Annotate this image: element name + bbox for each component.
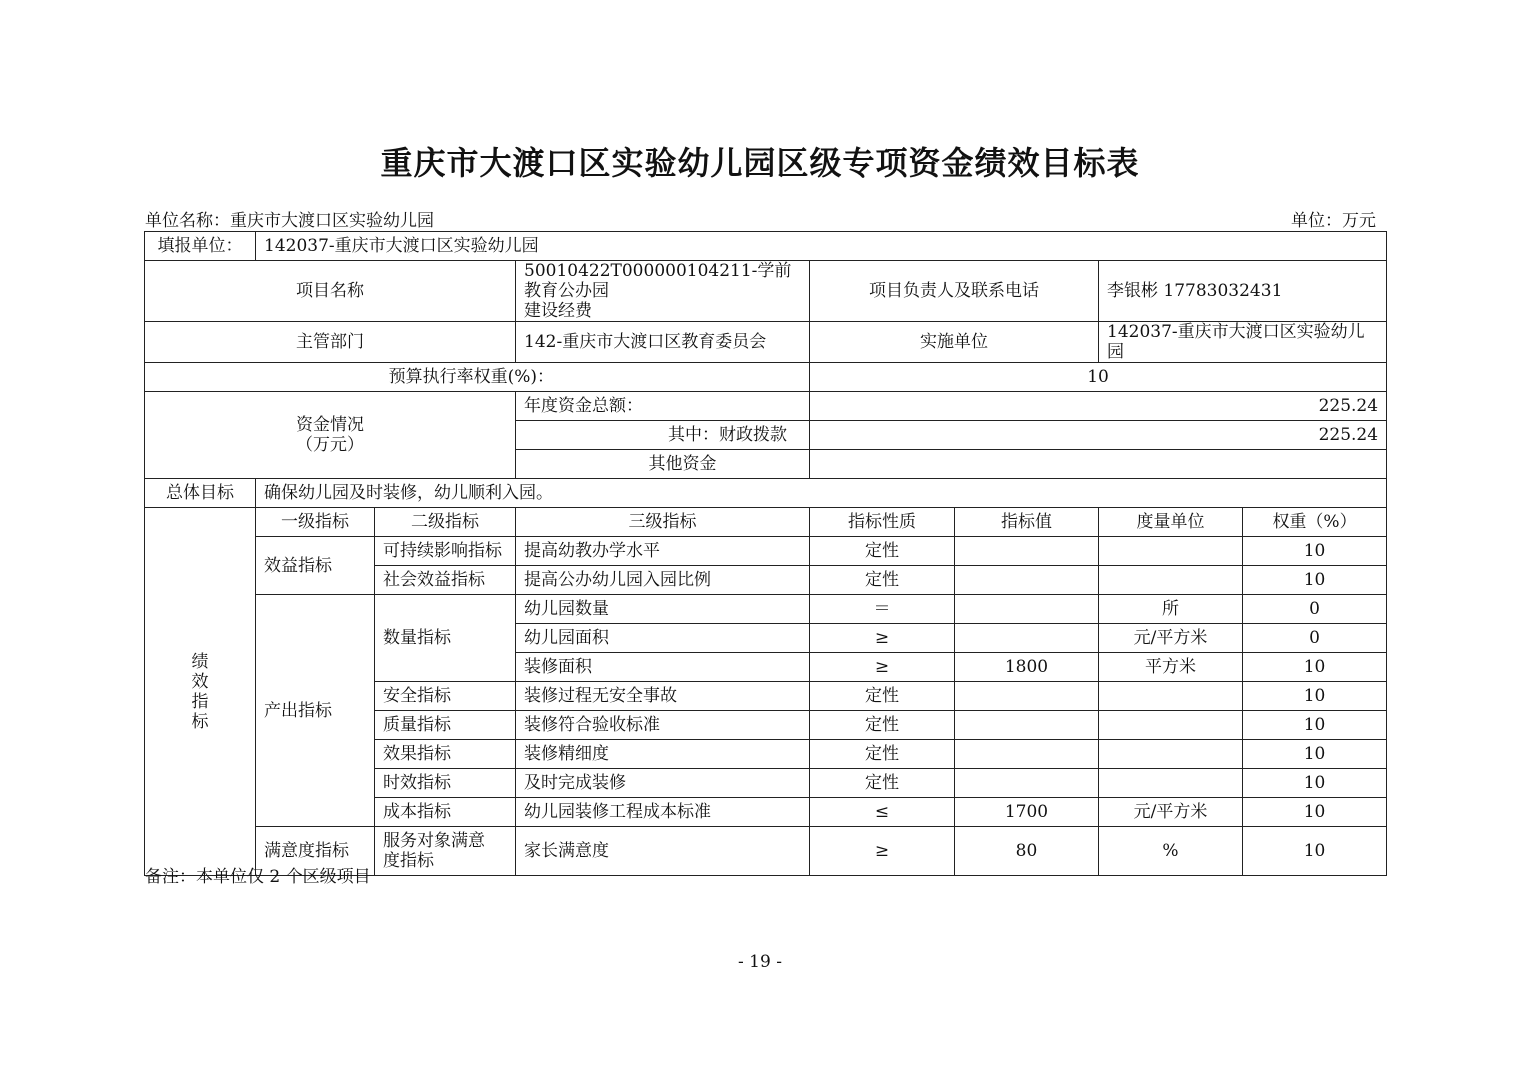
funds-label-line2: （万元） <box>296 435 364 455</box>
value-cell: 1700 <box>955 798 1099 827</box>
budget-weight-row <box>145 363 1387 392</box>
weight-cell: 10 <box>1243 827 1387 876</box>
group-output: 产出指标 <box>256 595 375 827</box>
unit-cell: 元/平方米 <box>1099 798 1243 827</box>
nature-cell: ≤ <box>810 798 955 827</box>
weight-cell: 0 <box>1243 595 1387 624</box>
nature-cell: 定性 <box>810 537 955 566</box>
value-cell <box>955 711 1099 740</box>
perf-label-char: 标 <box>191 711 209 732</box>
fill-unit-row <box>145 232 1387 261</box>
l3-cell: 装修过程无安全事故 <box>516 682 810 711</box>
nature-cell: ≥ <box>810 653 955 682</box>
group-benefit: 效益指标 <box>256 537 375 595</box>
unit-cell: % <box>1099 827 1243 876</box>
value-cell: 80 <box>955 827 1099 876</box>
l3-cell: 幼儿园装修工程成本标准 <box>516 798 810 827</box>
value-cell <box>955 566 1099 595</box>
weight-cell: 0 <box>1243 624 1387 653</box>
value-cell <box>955 682 1099 711</box>
project-name-line2: 建设经费 <box>524 301 592 321</box>
overall-goal-row <box>145 479 1387 508</box>
page-number: - 19 - <box>738 952 782 972</box>
overall-goal-label: 总体目标 <box>145 479 256 508</box>
unit-cell: 所 <box>1099 595 1243 624</box>
l2-cell: 时效指标 <box>375 769 516 798</box>
weight-cell: 10 <box>1243 798 1387 827</box>
unit-name: 单位名称：重庆市大渡口区实验幼儿园 <box>145 211 434 231</box>
value-cell <box>955 537 1099 566</box>
annual-total-label: 年度资金总额： <box>516 392 810 421</box>
l3-cell: 装修符合验收标准 <box>516 711 810 740</box>
weight-cell: 10 <box>1243 682 1387 711</box>
l2-line2: 度指标 <box>383 851 434 871</box>
nature-cell: 定性 <box>810 682 955 711</box>
col-header-unit: 度量单位 <box>1099 508 1243 537</box>
performance-table <box>144 231 1387 876</box>
unit-cell <box>1099 682 1243 711</box>
project-name-value <box>516 261 810 322</box>
value-cell <box>955 595 1099 624</box>
impl-label: 实施单位 <box>810 322 1099 363</box>
nature-cell: ≥ <box>810 624 955 653</box>
col-header-l2: 二级指标 <box>375 508 516 537</box>
l3-cell: 幼儿园面积 <box>516 624 810 653</box>
contact-value: 李银彬 17783032431 <box>1099 261 1387 322</box>
other-funds-value <box>810 450 1387 479</box>
l3-cell: 家长满意度 <box>516 827 810 876</box>
l3-cell: 幼儿园数量 <box>516 595 810 624</box>
l2-cell: 安全指标 <box>375 682 516 711</box>
funds-label <box>145 392 516 479</box>
col-header-nature: 指标性质 <box>810 508 955 537</box>
dept-value: 142-重庆市大渡口区教育委员会 <box>516 322 810 363</box>
nature-cell: 定性 <box>810 769 955 798</box>
group-quantity: 数量指标 <box>375 595 516 682</box>
l3-cell: 提高公办幼儿园入园比例 <box>516 566 810 595</box>
fiscal-value: 225.24 <box>810 421 1387 450</box>
footnote: 备注：本单位仅 2 个区级项目 <box>145 867 371 887</box>
nature-cell: ＝ <box>810 595 955 624</box>
unit-cell: 平方米 <box>1099 653 1243 682</box>
weight-cell: 10 <box>1243 740 1387 769</box>
nature-cell: 定性 <box>810 711 955 740</box>
budget-weight-label: 预算执行率权重(%)： <box>145 363 810 392</box>
dept-row <box>145 322 1387 363</box>
unit-cell <box>1099 711 1243 740</box>
weight-cell: 10 <box>1243 653 1387 682</box>
l2-cell <box>375 827 516 876</box>
l2-cell: 社会效益指标 <box>375 566 516 595</box>
col-header-l1: 一级指标 <box>256 508 375 537</box>
fill-unit-value: 142037-重庆市大渡口区实验幼儿园 <box>256 232 1387 261</box>
l2-cell: 可持续影响指标 <box>375 537 516 566</box>
l3-cell: 装修精细度 <box>516 740 810 769</box>
value-cell <box>955 769 1099 798</box>
weight-cell: 10 <box>1243 769 1387 798</box>
fiscal-label: 其中：财政拨款 <box>516 421 810 450</box>
table-row <box>145 537 1387 566</box>
unit-measure: 单位：万元 <box>1291 211 1376 231</box>
l2-cell: 成本指标 <box>375 798 516 827</box>
dept-label: 主管部门 <box>145 322 516 363</box>
col-header-value: 指标值 <box>955 508 1099 537</box>
annual-total-row <box>145 392 1387 421</box>
overall-goal-value: 确保幼儿园及时装修，幼儿顺利入园。 <box>256 479 1387 508</box>
l3-cell: 提高幼教办学水平 <box>516 537 810 566</box>
col-header-l3: 三级指标 <box>516 508 810 537</box>
unit-cell <box>1099 566 1243 595</box>
funds-label-line1: 资金情况 <box>296 415 364 435</box>
perf-label-char: 指 <box>191 691 209 712</box>
l3-cell: 及时完成装修 <box>516 769 810 798</box>
contact-label: 项目负责人及联系电话 <box>810 261 1099 322</box>
weight-cell: 10 <box>1243 537 1387 566</box>
weight-cell: 10 <box>1243 566 1387 595</box>
fill-unit-label: 填报单位： <box>145 232 256 261</box>
unit-cell <box>1099 740 1243 769</box>
value-cell <box>955 740 1099 769</box>
annual-total-value: 225.24 <box>810 392 1387 421</box>
indicator-header-row <box>145 508 1387 537</box>
project-name-line1: 50010422T000000104211-学前教育公办园 <box>524 261 792 301</box>
perf-indicator-label <box>145 508 256 876</box>
unit-cell <box>1099 769 1243 798</box>
l3-cell: 装修面积 <box>516 653 810 682</box>
l2-cell: 质量指标 <box>375 711 516 740</box>
perf-label-char: 效 <box>191 671 209 692</box>
impl-value: 142037-重庆市大渡口区实验幼儿园 <box>1099 322 1387 363</box>
weight-cell: 10 <box>1243 711 1387 740</box>
nature-cell: 定性 <box>810 566 955 595</box>
table-row <box>145 595 1387 624</box>
value-cell <box>955 624 1099 653</box>
l2-cell: 效果指标 <box>375 740 516 769</box>
nature-cell: ≥ <box>810 827 955 876</box>
group-satisfaction: 满意度指标 <box>256 827 375 876</box>
project-name-row <box>145 261 1387 322</box>
nature-cell: 定性 <box>810 740 955 769</box>
unit-cell: 元/平方米 <box>1099 624 1243 653</box>
value-cell: 1800 <box>955 653 1099 682</box>
budget-weight-value: 10 <box>810 363 1387 392</box>
other-funds-label: 其他资金 <box>516 450 810 479</box>
project-name-label: 项目名称 <box>145 261 516 322</box>
l2-line1: 服务对象满意 <box>383 831 485 851</box>
col-header-weight: 权重（%） <box>1243 508 1387 537</box>
unit-cell <box>1099 537 1243 566</box>
page-title: 重庆市大渡口区实验幼儿园区级专项资金绩效目标表 <box>380 144 1140 182</box>
perf-label-char: 绩 <box>191 651 209 672</box>
